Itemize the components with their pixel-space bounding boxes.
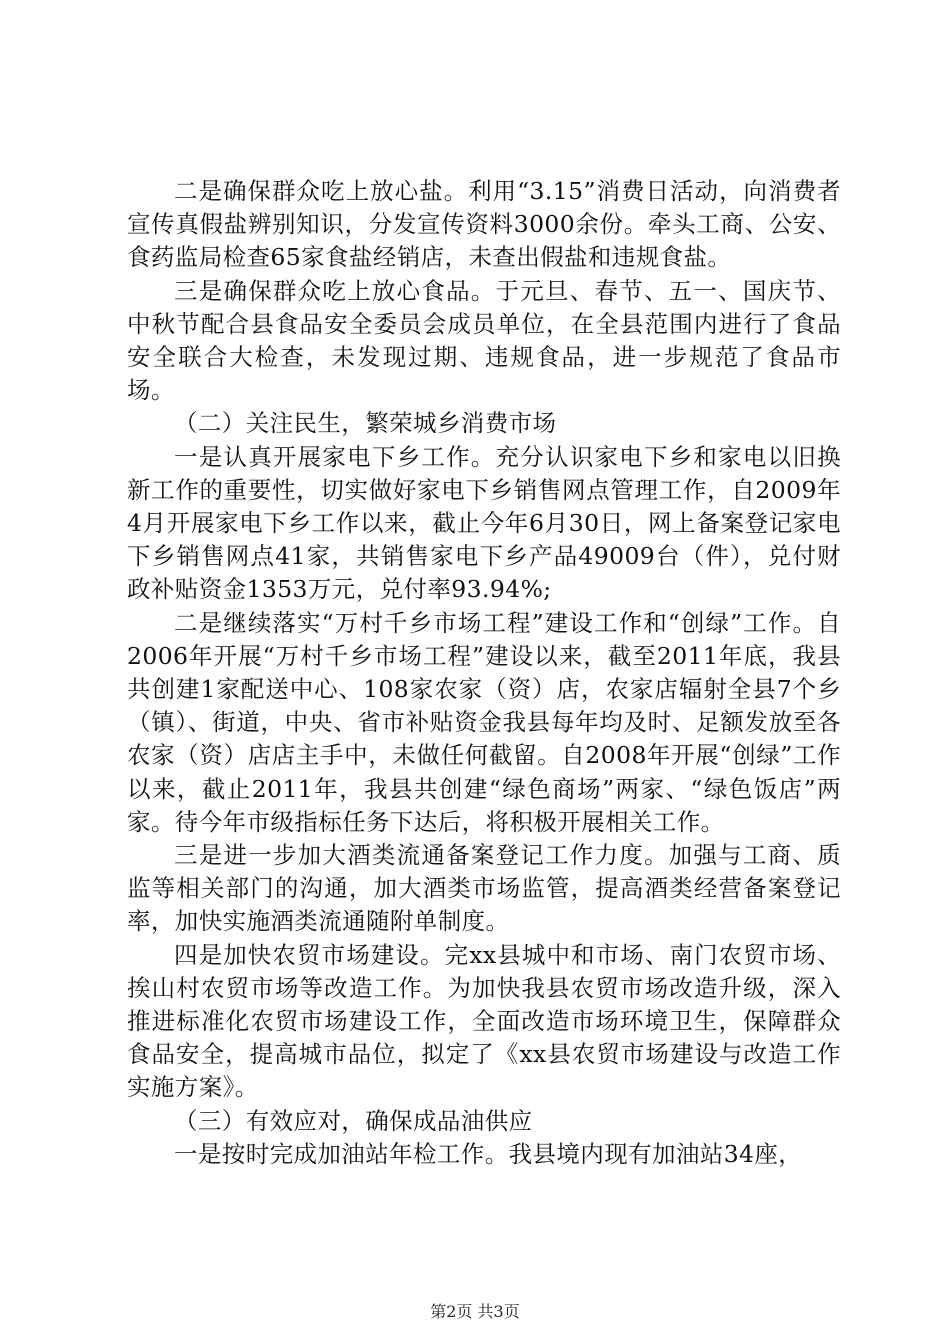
paragraph-farm-market: 四是加快农贸市场建设。完xx县城中和市场、南门农贸市场、挨山村农贸市场等改造工作。为加快我县农贸市场改造升级，深入推进标准化农贸市场建设工作，全面改造市场环境卫生，保障群众食品安全，提高城市品位，拟定了《xx县农贸市场建设与改造工作实施方案》。 xyxy=(127,940,841,1102)
paragraph-salt: 二是确保群众吃上放心盐。利用“3.15”消费日活动，向消费者宣传真假盐辨别知识，分发宣传资料3000余份。牵头工商、公安、食药监局检查65家食盐经销店，未查出假盐和违规食盐。 xyxy=(127,177,841,272)
page-number-label: 第2页 共3页 xyxy=(430,1302,520,1321)
paragraph-liquor: 三是进一步加大酒类流通备案登记工作力度。加强与工商、质监等相关部门的沟通，加大酒类市场监管，提高酒类经营备案登记率，加快实施酒类流通随附单制度。 xyxy=(127,841,841,936)
document-body xyxy=(127,175,841,1171)
section-heading-3: （三）有效应对，确保成品油供应 xyxy=(174,1106,533,1135)
section-heading-2: （二）关注民生，繁荣城乡消费市场 xyxy=(174,409,557,438)
paragraph-gas-station: 一是按时完成加油站年检工作。我县境内现有加油站34座， xyxy=(174,1139,803,1168)
paragraph-appliances: 一是认真开展家电下乡工作。充分认识家电下乡和家电以旧换新工作的重要性，切实做好家电下乡销售网点管理工作，自2009年4月开展家电下乡工作以来，截止今年6月30日，网上备案登记家电下乡销售网点41家，共销售家电下乡产品49009台（件），兑付财政补贴资金1353万元，兑付率93.94%; xyxy=(127,442,841,604)
page-footer xyxy=(0,1299,950,1322)
paragraph-village-market: 二是继续落实“万村千乡市场工程”建设工作和“创绿”工作。自2006年开展“万村千乡市场工程”建设以来，截至2011年底，我县共创建1家配送中心、108家农家（资）店，农家店辐射全县7个乡（镇）、街道，中央、省市补贴资金我县每年均及时、足额发放至各农家（资）店店主手中，未做任何截留。自2008年开展“创绿”工作以来，截止2011年，我县共创建“绿色商场”两家、“绿色饭店”两家。待今年市级指标任务下达后，将积极开展相关工作。 xyxy=(127,608,841,836)
paragraph-food: 三是确保群众吃上放心食品。于元旦、春节、五一、国庆节、中秋节配合县食品安全委员会成员单位，在全县范围内进行了食品安全联合大检查，未发现过期、违规食品，进一步规范了食品市场。 xyxy=(127,276,841,405)
